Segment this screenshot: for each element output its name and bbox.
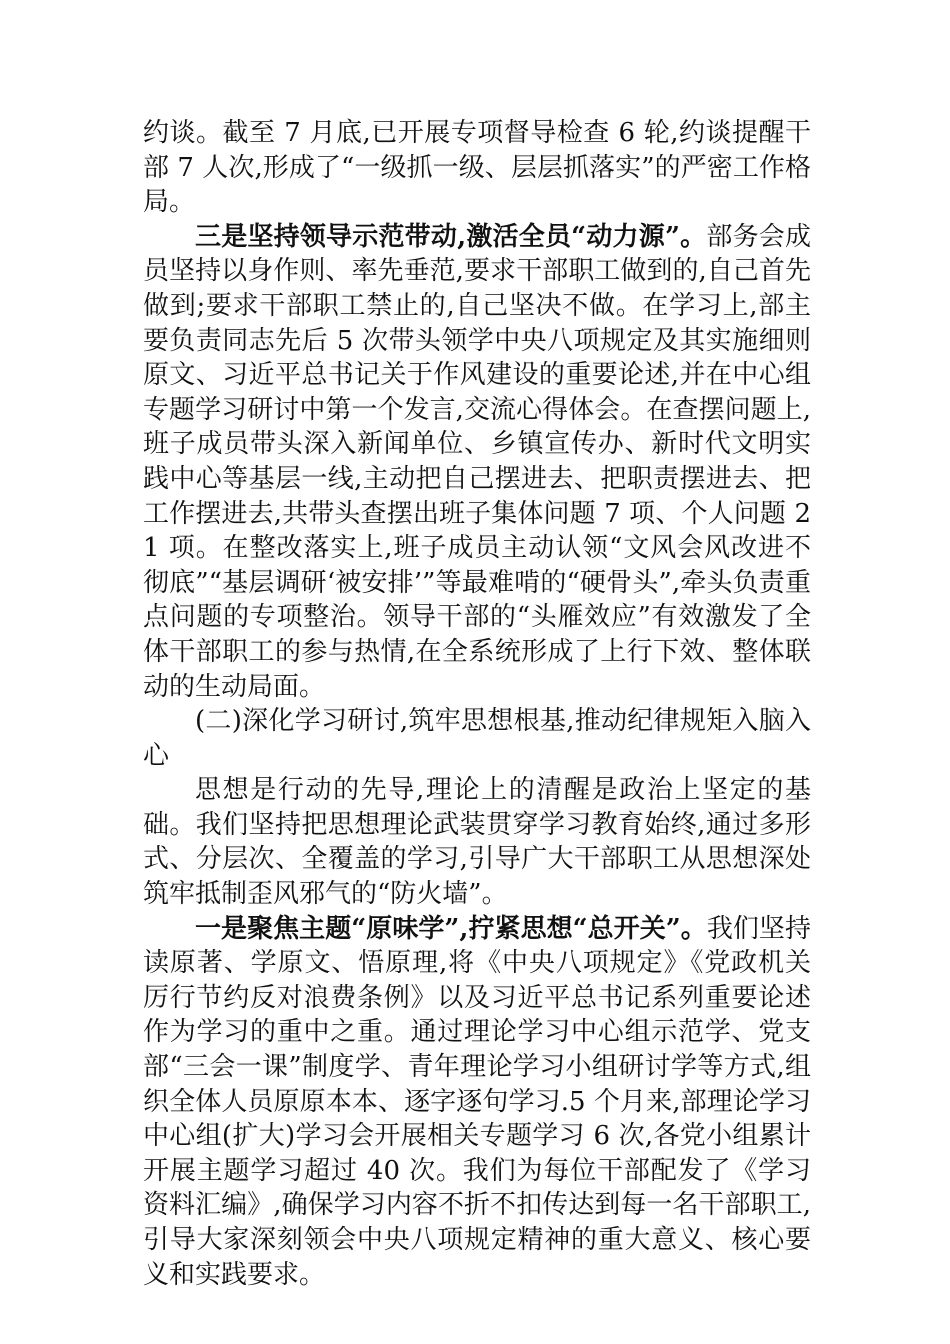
paragraph-leadership-example bbox=[143, 220, 811, 704]
document-page bbox=[143, 116, 811, 1292]
section-heading: (二)深化学习研讨,筑牢思想根基,推动纪律规矩入脑入心 bbox=[143, 706, 811, 771]
paragraph-lead-bold: 一是聚焦主题“原味学”,拧紧思想“总开关”。 bbox=[195, 913, 707, 944]
paragraph-body: 部务会成员坚持以身作则、率先垂范,要求干部职工做到的,自己首先做到;要求干部职工禁止的,自己坚决不做。在学习上,部主要负责同志先后 5 次带头领学中央八项规定及其实施细则原文、习近平总书记关于作风建设的重要论述,并在中心组专题学习研讨中第一个发言,交流心得体会。在查摆问题上,班子成员带头深入新闻单位、乡镇宣传办、新时代文明实践中心等基层一线,主动把自己摆进去、把职责摆进去、把工作摆进去,共带头查摆出班子集体问题 7 项、个人问题 21 项。在整改落实上,班子成员主动认领“文风会风改进不彻底”“基层调研‘被安排’”等最难啃的“硬骨头”,牵头负责重点问题的专项整治。领导干部的“头雁效应”有效激发了全体干部职工的参与热情,在全系统形成了上行下效、整体联动的生动局面。 bbox=[143, 221, 811, 702]
paragraph-body: 我们坚持读原著、学原文、悟原理,将《中央八项规定》《党政机关厉行节约反对浪费条例》以及习近平总书记系列重要论述作为学习的重中之重。通过理论学习中心组示范学、党支部“三会一课”制度学、青年理论学习小组研讨学等方式,组织全体人员原原本本、逐字逐句学习.5 个月来,部理论学习中心组(扩大)学习会开展相关专题学习 6 次,各党小组累计开展主题学习超过 40 次。我们为每位干部配发了《学习资料汇编》,确保学习内容不折不扣传达到每一名干部职工,引导大家深刻领会中央八项规定精神的重大意义、核心要义和实践要求。 bbox=[143, 913, 811, 1290]
paragraph-continuation: 约谈。截至 7 月底,已开展专项督导检查 6 轮,约谈提醒干部 7 人次,形成了“一级抓一级、层层抓落实”的严密工作格局。 bbox=[143, 118, 811, 218]
paragraph-lead-bold: 三是坚持领导示范带动,激活全员“动力源”。 bbox=[195, 221, 707, 252]
paragraph-thought-guidance: 思想是行动的先导,理论上的清醒是政治上坚定的基础。我们坚持把思想理论武装贯穿学习教育始终,通过多形式、分层次、全覆盖的学习,引导广大干部职工从思想深处筑牢抵制歪风邪气的“防火墙”。 bbox=[143, 775, 811, 910]
paragraph-study-theme bbox=[143, 912, 811, 1293]
